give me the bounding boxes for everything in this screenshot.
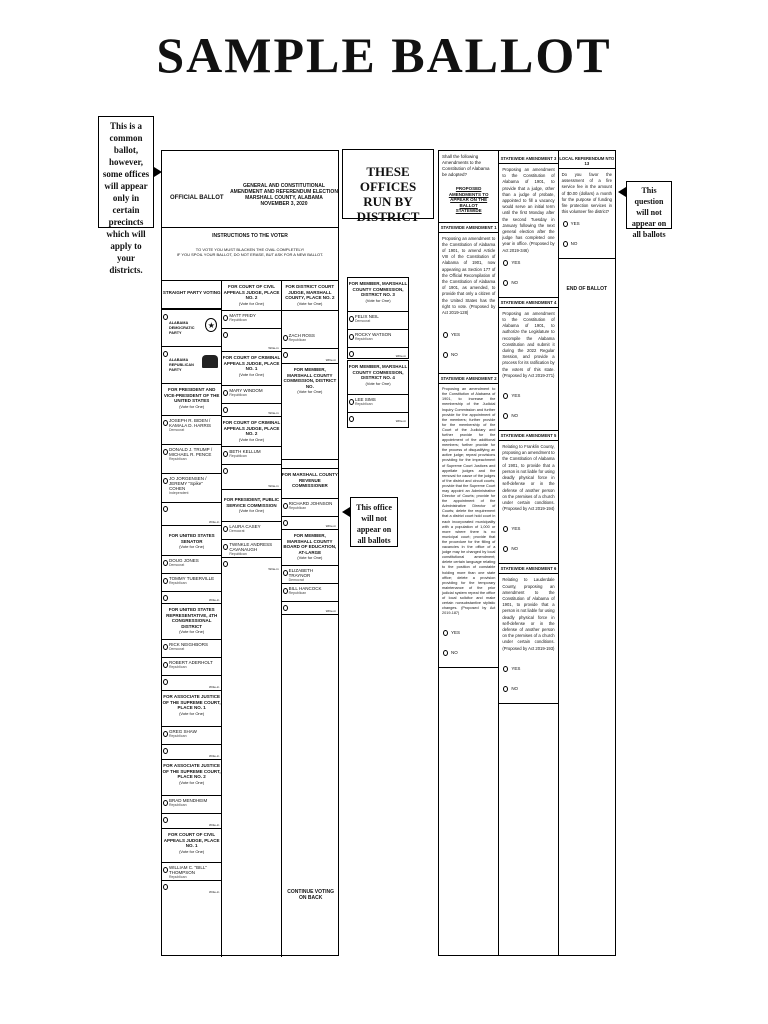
vote-oval[interactable] bbox=[163, 420, 168, 426]
board-of-education-race bbox=[282, 529, 338, 566]
vote-oval[interactable] bbox=[349, 351, 354, 357]
election-date: NOVEMBER 3, 2020 bbox=[260, 201, 308, 207]
candidate[interactable] bbox=[348, 329, 408, 347]
vote-oval[interactable] bbox=[443, 352, 448, 358]
amendment-2-text: Proposing an amendment to the Constitution of Alabama of 1901, to increase the membership of the Judicial Inquiry Commission and further provide for the appointment of the members; further provide for the membership of the Court of the Judiciary and further provide for the appointment of the additional members; further provide for the process of disqualifying an active judge; repeal provisions providing for the impeachment of Supreme Court Justices and appellate judges and the removal for cause of the judges of the district and circuit courts; provide that the Supreme Court may appoint an Administrative Director of Courts; provide for the appointment of the Administrative Director of Courts; delete the requirement that a district court hold court in each incorporated municipality with a population of 1,000 or more where there is no municipal court; provide that the procedure for the filling of vacancies in the office of a judge may be changed by local constitutional amendment; delete certain language relating to the position of constable holding more than one state office; delete a provision providing for the temporary maintenance of the prior judicial system repeal the office of local solicitor and make certain nonsubstantive stylistic changes. (Proposed by Act 2019-187) bbox=[442, 387, 496, 616]
arrow-left-icon bbox=[618, 187, 626, 197]
write-in-label: Write-in bbox=[209, 520, 220, 524]
no-option[interactable] bbox=[559, 238, 615, 259]
candidate-name: LEE SIMS bbox=[355, 397, 376, 402]
election-name: GENERAL AND CONSTITUTIONAL AMENDMENT AND REFERENDUM ELECTION bbox=[230, 183, 338, 195]
no-option[interactable] bbox=[499, 683, 557, 704]
candidate[interactable] bbox=[162, 863, 221, 880]
vote-oval[interactable] bbox=[223, 561, 228, 567]
write-in-option[interactable] bbox=[282, 516, 338, 529]
candidate-party: Republican bbox=[288, 506, 307, 510]
candidate[interactable] bbox=[162, 556, 221, 573]
race-heading: FOR MARSHALL COUNTY REVENUE COMMISSIONER bbox=[281, 472, 338, 488]
civil-appeals-1-race bbox=[162, 828, 221, 863]
proposed-amendments-heading: PROPOSED AMENDMENTS TO APPEAR ON THE BALLOT STATEWIDE bbox=[448, 186, 489, 213]
candidate-name: LAURA CASEY bbox=[229, 524, 261, 529]
vote-oval[interactable] bbox=[443, 332, 448, 338]
candidate[interactable] bbox=[282, 583, 338, 601]
candidate[interactable] bbox=[162, 727, 221, 744]
write-in-label: Write-in bbox=[268, 484, 279, 488]
commission-race bbox=[282, 363, 338, 460]
no-option[interactable] bbox=[439, 647, 498, 668]
vote-oval[interactable] bbox=[223, 315, 228, 321]
amendment-4-text: Proposing an amendment to the Constitution of Alabama of 1901, to authorize the Legislature to recompile the Alabama Constitution and submit it during the 2022 Regular Session, and provide a process for its ratification by the voters of this state. (Proposed by Act 2019-271) bbox=[502, 310, 555, 378]
vote-oval[interactable] bbox=[503, 260, 508, 266]
vote-oval[interactable] bbox=[563, 221, 568, 227]
candidate-party: Republican bbox=[355, 402, 373, 406]
district-4-heading-block bbox=[348, 361, 408, 395]
vote-oval[interactable] bbox=[223, 407, 228, 413]
amendment-2-heading: STATEWIDE AMENDMENT 2 bbox=[439, 373, 498, 384]
instructions bbox=[162, 228, 338, 281]
candidate[interactable] bbox=[348, 312, 408, 329]
no-label: NO bbox=[511, 685, 519, 691]
candidate-name: GREG SHAW bbox=[169, 729, 197, 734]
candidate[interactable] bbox=[222, 311, 280, 328]
vote-for-one: (Vote for One) bbox=[365, 380, 391, 386]
candidate-party: Democrat bbox=[169, 563, 185, 567]
vote-oval[interactable] bbox=[283, 335, 288, 341]
criminal-appeals-2-race bbox=[222, 416, 280, 447]
write-in-label: Write-in bbox=[209, 890, 220, 894]
write-in-option[interactable] bbox=[222, 557, 280, 572]
candidate-name: JO JORGENSEN / JEREMY "Spike" COHEN bbox=[169, 476, 207, 491]
vote-oval[interactable] bbox=[503, 526, 508, 532]
write-in-label: Write-in bbox=[325, 609, 336, 613]
candidate-party: Republican bbox=[288, 338, 307, 342]
candidate[interactable] bbox=[348, 395, 408, 412]
no-label: NO bbox=[570, 241, 578, 247]
back-column-1 bbox=[439, 151, 499, 955]
civil-appeals-2-race bbox=[222, 281, 280, 311]
vote-oval[interactable] bbox=[163, 662, 168, 668]
yes-label: YES bbox=[511, 526, 521, 532]
president-race bbox=[162, 383, 221, 416]
yes-option[interactable] bbox=[499, 257, 557, 277]
race-heading: FOR PRESIDENT AND VICE-PRESIDENT OF THE UNITED STATES bbox=[163, 387, 220, 403]
candidate-name: TOMMY TUBERVILLE bbox=[169, 576, 215, 581]
vote-oval[interactable] bbox=[503, 393, 508, 399]
front-columns bbox=[162, 281, 338, 957]
write-in-label: Write-in bbox=[395, 419, 406, 423]
candidate-name: MARY WINDOM bbox=[229, 388, 263, 393]
candidate[interactable] bbox=[222, 539, 280, 557]
ballot-front bbox=[161, 150, 339, 956]
straight-party-race bbox=[162, 281, 221, 309]
vote-for-one: (Vote for One) bbox=[297, 555, 323, 560]
criminal-appeals-1-race bbox=[222, 351, 280, 386]
vote-oval[interactable] bbox=[349, 316, 354, 322]
vote-for-one: (Vote for One) bbox=[297, 389, 323, 394]
revenue-commissioner-race bbox=[282, 468, 338, 499]
candidate-party: Republican bbox=[229, 552, 247, 556]
back-column-2 bbox=[499, 151, 558, 955]
race-heading: FOR DISTRICT COURT JUDGE, MARSHALL COUNTY, PLACE NO. 2 bbox=[285, 284, 335, 300]
back-column-3 bbox=[559, 151, 615, 955]
write-in-option[interactable] bbox=[348, 412, 408, 424]
ballot-header bbox=[162, 151, 338, 228]
write-in-label: Write-in bbox=[209, 823, 220, 827]
candidate-name: WILLIAM C. "BILL" THOMPSON bbox=[169, 865, 207, 875]
vote-oval[interactable] bbox=[283, 520, 288, 526]
write-in-option[interactable] bbox=[162, 591, 221, 603]
yes-option[interactable] bbox=[559, 218, 615, 238]
candidate-name: ROCKY WATSON bbox=[355, 332, 392, 337]
vote-oval[interactable] bbox=[163, 644, 168, 650]
candidate[interactable] bbox=[162, 657, 221, 675]
candidate-party: Democrat bbox=[355, 319, 371, 323]
vote-oval[interactable] bbox=[283, 570, 288, 576]
district-3-race bbox=[347, 277, 409, 359]
candidate-party: Republican bbox=[355, 337, 373, 341]
write-in-option[interactable] bbox=[222, 464, 280, 489]
vote-oval[interactable] bbox=[223, 451, 228, 457]
vote-for-one: (Vote for One) bbox=[238, 300, 265, 306]
amendment-question: Shall the following Amendments to the Constitution of Alabama be adopted? bbox=[442, 154, 490, 177]
elephant-icon bbox=[202, 355, 218, 368]
race-heading: FOR MEMBER, MARSHALL COUNTY COMMISSION, DISTRICT NO. 4 bbox=[348, 364, 408, 380]
vote-for-one: (Vote for One) bbox=[179, 629, 205, 634]
vote-oval[interactable] bbox=[283, 588, 288, 594]
psc-race bbox=[222, 489, 280, 522]
write-in-option[interactable] bbox=[222, 403, 280, 416]
candidate-name: FELIX NEIL bbox=[355, 314, 379, 319]
candidate-name: DOUG JONES bbox=[169, 558, 199, 563]
ballot-back bbox=[438, 150, 616, 956]
write-in-option[interactable] bbox=[162, 675, 221, 690]
write-in-label: Write-in bbox=[209, 598, 220, 602]
race-heading: FOR PRESIDENT, PUBLIC SERVICE COMMISSION bbox=[223, 497, 280, 508]
yes-label: YES bbox=[451, 332, 461, 338]
vote-oval[interactable] bbox=[163, 595, 168, 601]
candidate-party: Republican bbox=[169, 734, 187, 738]
no-option[interactable] bbox=[499, 410, 557, 430]
amendment-5-text: Relating to Franklin County, proposing an amendment to the Constitution of Alabama of 1901, to provide that a person is not liable for using deadly physical force in self-defense or in the defense of another person on the premises of a church under certain conditions. (Proposed by Act 2019-194) bbox=[502, 444, 555, 512]
election-title bbox=[230, 183, 338, 207]
candidate-party: Republican bbox=[169, 803, 187, 807]
amendment-4-heading: STATEWIDE AMENDMENT 4 bbox=[499, 297, 557, 308]
candidate-party: Independent bbox=[169, 491, 189, 495]
vote-oval[interactable] bbox=[163, 351, 168, 357]
write-in-label: Write-in bbox=[325, 358, 336, 362]
no-label: NO bbox=[451, 650, 458, 656]
front-column-2 bbox=[222, 281, 281, 957]
race-heading: FOR COURT OF CIVIL APPEALS JUDGE, PLACE NO. 1 bbox=[163, 832, 220, 848]
candidate-name: BETH KELLUM bbox=[229, 449, 261, 454]
vote-for-one: (Vote for One) bbox=[179, 403, 205, 409]
candidate[interactable] bbox=[162, 473, 221, 502]
write-in-label: Write-in bbox=[268, 346, 279, 350]
race-heading: FOR MEMBER, MARSHALL COUNTY COMMISSION, DISTRICT NO. bbox=[283, 367, 337, 389]
vote-oval[interactable] bbox=[163, 817, 168, 823]
candidate-name: ELIZABETH TRAYNOR bbox=[288, 568, 314, 578]
vote-oval[interactable] bbox=[163, 478, 168, 484]
candidate[interactable] bbox=[162, 444, 221, 473]
vote-for-one: (Vote for One) bbox=[238, 436, 265, 442]
vote-oval[interactable] bbox=[283, 605, 288, 611]
write-in-label: Write-in bbox=[268, 567, 279, 571]
candidate-party: Republican bbox=[169, 665, 187, 669]
write-in-label: Write-in bbox=[209, 754, 220, 758]
arrow-left-icon bbox=[342, 507, 350, 517]
write-in-option[interactable] bbox=[162, 813, 221, 828]
vote-for-one: (Vote for One) bbox=[238, 508, 265, 513]
no-option[interactable] bbox=[499, 277, 557, 297]
instructions-heading: INSTRUCTIONS TO THE VOTER bbox=[212, 233, 288, 239]
vote-for-one: (Vote for One) bbox=[365, 297, 391, 303]
yes-option[interactable] bbox=[499, 523, 557, 543]
no-label: NO bbox=[511, 280, 519, 286]
supreme-court-1-race bbox=[162, 690, 221, 727]
vote-oval[interactable] bbox=[163, 748, 168, 754]
vote-oval[interactable] bbox=[283, 352, 288, 358]
common-ballot-callout: This is a common ballot, however, some offices will appear only in certain precincts which will apply to your districts. bbox=[98, 116, 154, 228]
write-in-option[interactable] bbox=[348, 347, 408, 359]
yes-option[interactable] bbox=[439, 329, 498, 349]
back-columns bbox=[439, 151, 615, 955]
page-title: SAMPLE BALLOT bbox=[156, 27, 612, 83]
amendment-1-text: Proposing an amendment to the Constitution of Alabama of 1901, to amend Article VIII of the Constitution of Alabama of 1901, now appearing as Section 177 of the Official Recompilation of the Constitution of Alabama of 1901, as amended, to provide that only a citizen of the United States has the right to vote. (Proposed by Act 2019-128) bbox=[442, 235, 496, 315]
party-option[interactable] bbox=[162, 309, 221, 346]
vote-oval[interactable] bbox=[503, 413, 508, 419]
candidate-party: Republican bbox=[169, 581, 187, 585]
candidate[interactable] bbox=[162, 416, 221, 444]
district-court-race bbox=[282, 281, 338, 311]
race-heading: FOR ASSOCIATE JUSTICE OF THE SUPREME COURT, PLACE NO. 2 bbox=[162, 763, 221, 779]
amendment-6-heading: STATEWIDE AMENDMENT 6 bbox=[499, 563, 557, 574]
instructions-line1: TO VOTE YOU MUST BLACKEN THE OVAL COMPLETELY! bbox=[195, 247, 305, 252]
no-label: NO bbox=[511, 413, 519, 419]
vote-oval[interactable] bbox=[163, 314, 168, 320]
write-in-option[interactable] bbox=[162, 880, 221, 895]
continue-voting-note: CONTINUE VOTING ON BACK bbox=[287, 889, 334, 901]
candidate-party: Republican bbox=[229, 393, 247, 397]
candidate[interactable] bbox=[162, 640, 221, 657]
candidate-name: MATT FRIDY bbox=[229, 313, 256, 318]
candidate-party: Democrat bbox=[288, 578, 304, 582]
vote-oval[interactable] bbox=[163, 867, 168, 873]
candidate-party: Republican bbox=[229, 454, 247, 458]
official-ballot-label: OFFICIAL BALLOT bbox=[170, 195, 224, 201]
vote-for-one: (Vote for One) bbox=[238, 371, 265, 377]
vote-oval[interactable] bbox=[349, 399, 354, 405]
candidate-name: BRAD MENDHEIM bbox=[169, 798, 208, 803]
end-of-ballot: END OF BALLOT bbox=[566, 286, 608, 293]
write-in-option[interactable] bbox=[162, 744, 221, 759]
vote-oval[interactable] bbox=[163, 679, 168, 685]
candidate-party: Republican bbox=[229, 318, 247, 322]
question-note-callout: This question will not appear on all ballots bbox=[626, 181, 672, 229]
vote-for-one: (Vote for One) bbox=[179, 848, 205, 854]
candidate[interactable] bbox=[222, 447, 280, 464]
vote-oval[interactable] bbox=[349, 416, 354, 422]
no-option[interactable] bbox=[499, 543, 557, 563]
instructions-line2: IF YOU SPOIL YOUR BALLOT, DO NOT ERASE, BUT ASK FOR A NEW BALLOT. bbox=[176, 252, 324, 257]
race-heading: FOR COURT OF CRIMINAL APPEALS JUDGE, PLACE NO. 1 bbox=[222, 355, 281, 371]
candidate-party: Democrat bbox=[229, 529, 245, 533]
vote-oval[interactable] bbox=[503, 280, 508, 286]
no-label: NO bbox=[511, 546, 519, 552]
candidate-party: Democrat bbox=[169, 428, 185, 432]
candidate[interactable] bbox=[162, 573, 221, 591]
candidate-party: Democrat bbox=[169, 647, 185, 651]
candidate-name: ROBERT ADERHOLT bbox=[169, 660, 213, 665]
race-heading: FOR COURT OF CIVIL APPEALS JUDGE, PLACE NO. 2 bbox=[223, 284, 280, 300]
write-in-label: Write-in bbox=[325, 524, 336, 528]
vote-oval[interactable] bbox=[503, 686, 508, 692]
vote-oval[interactable] bbox=[163, 800, 168, 806]
no-label: NO bbox=[451, 352, 458, 358]
write-in-label: Write-in bbox=[268, 411, 279, 415]
district-4-race bbox=[347, 360, 409, 428]
yes-label: YES bbox=[511, 665, 521, 671]
write-in-label: Write-in bbox=[209, 685, 220, 689]
candidate-name: JOSEPH R. BIDEN / KAMALA D. HARRIS bbox=[169, 418, 212, 428]
rooster-icon: ★ bbox=[205, 318, 217, 332]
vote-oval[interactable] bbox=[163, 731, 168, 737]
write-in-option[interactable] bbox=[282, 601, 338, 615]
no-option[interactable] bbox=[439, 349, 498, 369]
vote-oval[interactable] bbox=[163, 578, 168, 584]
vote-oval[interactable] bbox=[163, 884, 168, 890]
local-referendum-heading: LOCAL REFERENDUM NTO 13 bbox=[559, 154, 615, 169]
vote-oval[interactable] bbox=[163, 506, 168, 512]
candidate-name: ZACH ROSS bbox=[288, 333, 315, 338]
yes-option[interactable] bbox=[439, 627, 498, 647]
vote-oval[interactable] bbox=[503, 666, 508, 672]
amendment-3-heading: STATEWIDE AMENDMENT 3 bbox=[499, 154, 557, 164]
candidate-name: BILL HANCOCK bbox=[288, 586, 322, 591]
vote-for-one: (Vote for One) bbox=[179, 779, 205, 785]
yes-label: YES bbox=[451, 630, 461, 636]
vote-oval[interactable] bbox=[223, 332, 228, 338]
race-heading: FOR MEMBER, MARSHALL COUNTY COMMISSION, DISTRICT NO. 3 bbox=[348, 281, 408, 297]
vote-oval[interactable] bbox=[563, 241, 568, 247]
yes-option[interactable] bbox=[499, 663, 557, 683]
vote-oval[interactable] bbox=[349, 334, 354, 340]
office-note-callout: This office will not appear on all ballots bbox=[350, 497, 398, 547]
supreme-court-2-race bbox=[162, 759, 221, 796]
candidate[interactable] bbox=[282, 331, 338, 348]
candidate[interactable] bbox=[162, 796, 221, 813]
race-heading: FOR ASSOCIATE JUSTICE OF THE SUPREME COURT, PLACE NO. 1 bbox=[162, 694, 221, 710]
vote-oval[interactable] bbox=[163, 560, 168, 566]
vote-oval[interactable] bbox=[443, 630, 448, 636]
senate-race bbox=[162, 525, 221, 556]
party-option[interactable] bbox=[162, 346, 221, 383]
district-3-heading-block bbox=[348, 278, 408, 312]
vote-oval[interactable] bbox=[223, 468, 228, 474]
candidate-name: RICHARD JOHNSON bbox=[288, 501, 333, 506]
yes-label: YES bbox=[511, 393, 521, 399]
vote-oval[interactable] bbox=[283, 503, 288, 509]
party-name: ALABAMA REPUBLICAN PARTY bbox=[169, 358, 194, 372]
candidate-party: Republican bbox=[169, 457, 187, 461]
yes-label: YES bbox=[570, 221, 580, 227]
amendment-6-text: Relating to Lauderdale County, proposing an amendment to the Constitution of Alabama of 1901, to provide that a person is not liable for using deadly physical force in self-defense or in the defense of another person on the premises of a church under certain conditions. (Proposed by Act 2019-193) bbox=[502, 577, 555, 651]
candidate[interactable] bbox=[282, 566, 338, 583]
amendment-5-heading: STATEWIDE AMENDMENT 5 bbox=[499, 430, 557, 441]
write-in-option[interactable] bbox=[162, 502, 221, 525]
vote-oval[interactable] bbox=[223, 544, 228, 550]
candidate-party: Republican bbox=[288, 591, 307, 595]
representative-race bbox=[162, 603, 221, 640]
vote-oval[interactable] bbox=[443, 650, 448, 656]
vote-for-one: (Vote for One) bbox=[179, 544, 205, 549]
district-offices-heading: THESE OFFICES RUN BY DISTRICT bbox=[342, 149, 434, 219]
race-heading: FOR COURT OF CRIMINAL APPEALS JUDGE, PLACE NO. 2 bbox=[222, 420, 281, 436]
candidate[interactable] bbox=[222, 386, 280, 403]
candidate[interactable] bbox=[282, 499, 338, 516]
front-column-3 bbox=[282, 281, 338, 957]
candidate-party: Republican bbox=[169, 875, 187, 879]
local-referendum-text: Do you favor the assessment of a fire service fee in the amount of $0.00 (dollars) a month for the purpose of funding fire protection services in this volunteer fire district? bbox=[561, 172, 612, 215]
write-in-option[interactable] bbox=[282, 348, 338, 363]
candidate-name: TWINKLE ANDRESS CAVANAUGH bbox=[229, 542, 273, 552]
race-heading: FOR UNITED STATES REPRESENTATIVE, 4TH CONGRESSIONAL DISTRICT bbox=[166, 607, 218, 629]
amendment-1-heading: STATEWIDE AMENDMENT 1 bbox=[439, 222, 498, 233]
county-name: MARSHALL COUNTY, ALABAMA bbox=[245, 195, 323, 201]
candidate[interactable] bbox=[222, 522, 280, 539]
candidate-name: DONALD J. TRUMP / MICHAEL R. PENCE bbox=[169, 447, 213, 457]
amendment-3-text: Proposing an amendment to the Constitution of Alabama of 1901, to provide that a judge, other than a judge of probate, appointed to fill a vacancy would serve an initial term until the first Monday after the second Tuesday in January following the next general election after the judge has completed one year in office. (Proposed by Act 2019-346) bbox=[502, 167, 555, 253]
race-heading: FOR MEMBER, MARSHALL COUNTY BOARD OF EDUCATION, AT-LARGE bbox=[283, 533, 337, 555]
vote-for-one: (Vote for One) bbox=[297, 300, 323, 306]
write-in-label: Write-in bbox=[395, 354, 406, 358]
yes-option[interactable] bbox=[499, 390, 557, 410]
race-heading: FOR UNITED STATES SENATOR bbox=[168, 533, 215, 544]
front-column-1 bbox=[162, 281, 222, 957]
candidate-name: RICK NEIGHBORS bbox=[169, 642, 209, 647]
vote-oval[interactable] bbox=[163, 449, 168, 455]
vote-oval[interactable] bbox=[503, 546, 508, 552]
straight-party-heading: STRAIGHT PARTY VOTING bbox=[162, 290, 221, 295]
write-in-option[interactable] bbox=[222, 328, 280, 351]
vote-oval[interactable] bbox=[223, 526, 228, 532]
yes-label: YES bbox=[511, 260, 521, 266]
vote-oval[interactable] bbox=[223, 390, 228, 396]
vote-for-one: (Vote for One) bbox=[179, 710, 205, 716]
party-name: ALABAMA DEMOCRATIC PARTY bbox=[169, 321, 195, 335]
